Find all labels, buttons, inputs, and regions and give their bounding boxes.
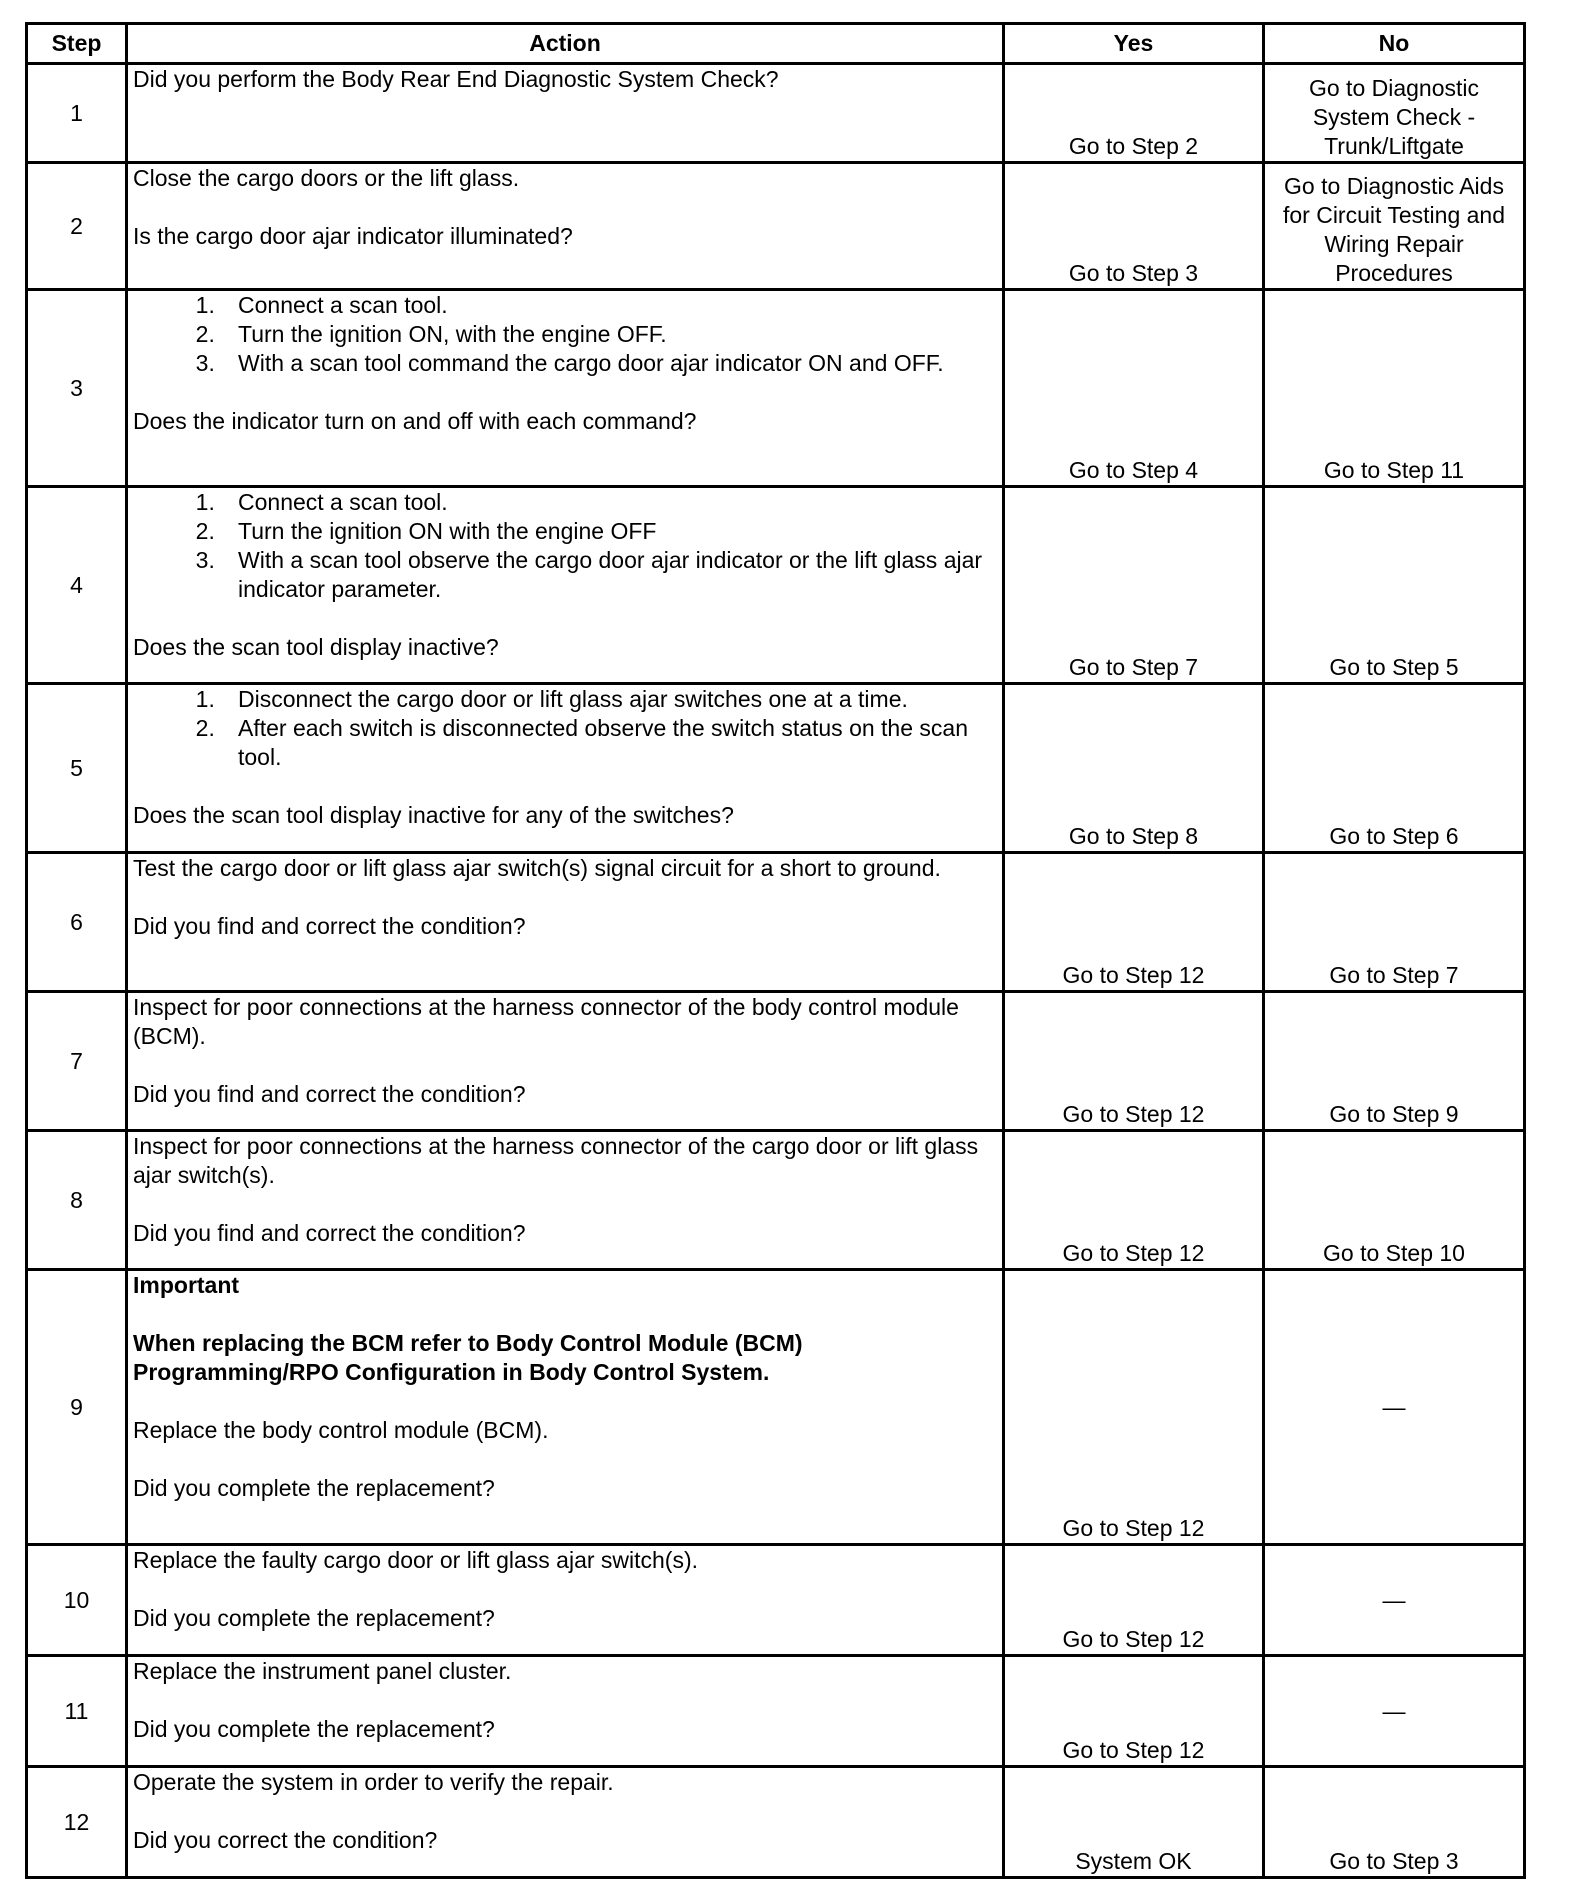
step-number: 10	[27, 1545, 127, 1656]
spacer	[133, 378, 997, 407]
step-number: 7	[27, 992, 127, 1131]
yes-result: Go to Step 8	[1004, 684, 1264, 853]
action-text: Operate the system in order to verify the repair.	[133, 1769, 614, 1795]
action-text: Replace the body control module (BCM).	[133, 1417, 549, 1443]
action-text: Did you complete the replacement?	[133, 1716, 495, 1742]
header-no: No	[1264, 24, 1525, 64]
yes-result: System OK	[1004, 1767, 1264, 1878]
step-number: 5	[27, 684, 127, 853]
action-cell	[127, 64, 1004, 163]
step-number: 2	[27, 163, 127, 290]
no-result: —	[1264, 1270, 1525, 1545]
table-row	[27, 163, 1525, 290]
spacer	[133, 604, 997, 633]
action-cell	[127, 290, 1004, 487]
spacer	[133, 1300, 997, 1329]
action-text: Did you perform the Body Rear End Diagnostic System Check?	[133, 66, 779, 92]
table-row	[27, 992, 1525, 1131]
action-text: Close the cargo doors or the lift glass.	[133, 165, 520, 191]
yes-result: Go to Step 12	[1004, 992, 1264, 1131]
action-cell	[127, 1131, 1004, 1270]
action-cell	[127, 992, 1004, 1131]
step-number: 3	[27, 290, 127, 487]
no-result: Go to Step 5	[1264, 487, 1525, 684]
action-cell	[127, 163, 1004, 290]
no-result: Go to Diagnostic System Check - Trunk/Liftgate	[1264, 64, 1525, 163]
important-note: When replacing the BCM refer to Body Control Module (BCM) Programming/RPO Configuration in Body Control System.	[133, 1330, 803, 1385]
step-number: 12	[27, 1767, 127, 1878]
procedure-item: 2. After each switch is disconnected observe the switch status on the scan tool.	[234, 714, 997, 772]
procedure-item: 3. With a scan tool command the cargo door ajar indicator ON and OFF.	[234, 349, 997, 378]
header-step: Step	[27, 24, 127, 64]
table-row	[27, 290, 1525, 487]
action-text: Does the scan tool display inactive for any of the switches?	[133, 802, 734, 828]
action-text: Inspect for poor connections at the harness connector of the body control module (BCM).	[133, 994, 959, 1049]
action-cell	[127, 684, 1004, 853]
header-action: Action	[127, 24, 1004, 64]
action-text: Is the cargo door ajar indicator illuminated?	[133, 223, 573, 249]
action-text: Did you complete the replacement?	[133, 1605, 495, 1631]
procedure-item: 2. Turn the ignition ON with the engine OFF	[234, 517, 997, 546]
no-result: Go to Step 9	[1264, 992, 1525, 1131]
spacer	[133, 883, 997, 912]
yes-result: Go to Step 3	[1004, 163, 1264, 290]
step-number: 6	[27, 853, 127, 992]
step-number: 4	[27, 487, 127, 684]
action-cell	[127, 1545, 1004, 1656]
action-cell	[127, 1767, 1004, 1878]
spacer	[133, 1575, 997, 1604]
step-number: 8	[27, 1131, 127, 1270]
yes-result: Go to Step 2	[1004, 64, 1264, 163]
spacer	[133, 772, 997, 801]
spacer	[133, 1387, 997, 1416]
procedure-item: 1. Disconnect the cargo door or lift glass ajar switches one at a time.	[234, 685, 997, 714]
no-result: —	[1264, 1656, 1525, 1767]
yes-result: Go to Step 12	[1004, 1131, 1264, 1270]
action-text: Did you find and correct the condition?	[133, 1081, 526, 1107]
important-note: Important	[133, 1272, 240, 1298]
spacer	[133, 1445, 997, 1474]
spacer	[133, 1686, 997, 1715]
action-cell	[127, 1656, 1004, 1767]
procedure-item: 1. Connect a scan tool.	[234, 291, 997, 320]
header-row	[27, 24, 1525, 64]
step-number: 9	[27, 1270, 127, 1545]
action-text: Replace the faulty cargo door or lift glass ajar switch(s).	[133, 1547, 699, 1573]
step-number: 11	[27, 1656, 127, 1767]
no-result: Go to Step 3	[1264, 1767, 1525, 1878]
spacer	[133, 1051, 997, 1080]
action-text: Does the scan tool display inactive?	[133, 634, 499, 660]
action-text: Did you complete the replacement?	[133, 1475, 495, 1501]
action-text: Did you find and correct the condition?	[133, 1220, 526, 1246]
table-row	[27, 684, 1525, 853]
diagnostic-table	[25, 22, 1526, 1879]
procedure-list	[133, 488, 997, 604]
no-result: Go to Step 11	[1264, 290, 1525, 487]
action-cell	[127, 1270, 1004, 1545]
no-result: Go to Diagnostic Aids for Circuit Testing and Wiring Repair Procedures	[1264, 163, 1525, 290]
header-yes: Yes	[1004, 24, 1264, 64]
procedure-list	[133, 291, 997, 378]
spacer	[133, 1797, 997, 1826]
table-row	[27, 487, 1525, 684]
no-result: Go to Step 6	[1264, 684, 1525, 853]
action-text: Does the indicator turn on and off with each command?	[133, 408, 697, 434]
action-text: Inspect for poor connections at the harness connector of the cargo door or lift glass ajar switch(s).	[133, 1133, 979, 1188]
action-cell	[127, 853, 1004, 992]
yes-result: Go to Step 12	[1004, 1545, 1264, 1656]
action-text: Did you correct the condition?	[133, 1827, 438, 1853]
spacer	[133, 193, 997, 222]
table-row	[27, 1545, 1525, 1656]
table-body	[27, 64, 1525, 1878]
table-row	[27, 64, 1525, 163]
yes-result: Go to Step 7	[1004, 487, 1264, 684]
spacer	[133, 1190, 997, 1219]
procedure-item: 2. Turn the ignition ON, with the engine OFF.	[234, 320, 997, 349]
yes-result: Go to Step 12	[1004, 1656, 1264, 1767]
no-result: —	[1264, 1545, 1525, 1656]
procedure-item: 1. Connect a scan tool.	[234, 488, 997, 517]
yes-result: Go to Step 12	[1004, 1270, 1264, 1545]
table-row	[27, 1767, 1525, 1878]
table-row	[27, 853, 1525, 992]
action-text: Did you find and correct the condition?	[133, 913, 526, 939]
no-result: Go to Step 10	[1264, 1131, 1525, 1270]
table-row	[27, 1270, 1525, 1545]
yes-result: Go to Step 12	[1004, 853, 1264, 992]
procedure-item: 3. With a scan tool observe the cargo door ajar indicator or the lift glass ajar indicator parameter.	[234, 546, 997, 604]
action-cell	[127, 487, 1004, 684]
step-number: 1	[27, 64, 127, 163]
no-result: Go to Step 7	[1264, 853, 1525, 992]
action-text: Test the cargo door or lift glass ajar switch(s) signal circuit for a short to ground.	[133, 855, 941, 881]
yes-result: Go to Step 4	[1004, 290, 1264, 487]
table-row	[27, 1656, 1525, 1767]
procedure-list	[133, 685, 997, 772]
action-text: Replace the instrument panel cluster.	[133, 1658, 512, 1684]
table-row	[27, 1131, 1525, 1270]
